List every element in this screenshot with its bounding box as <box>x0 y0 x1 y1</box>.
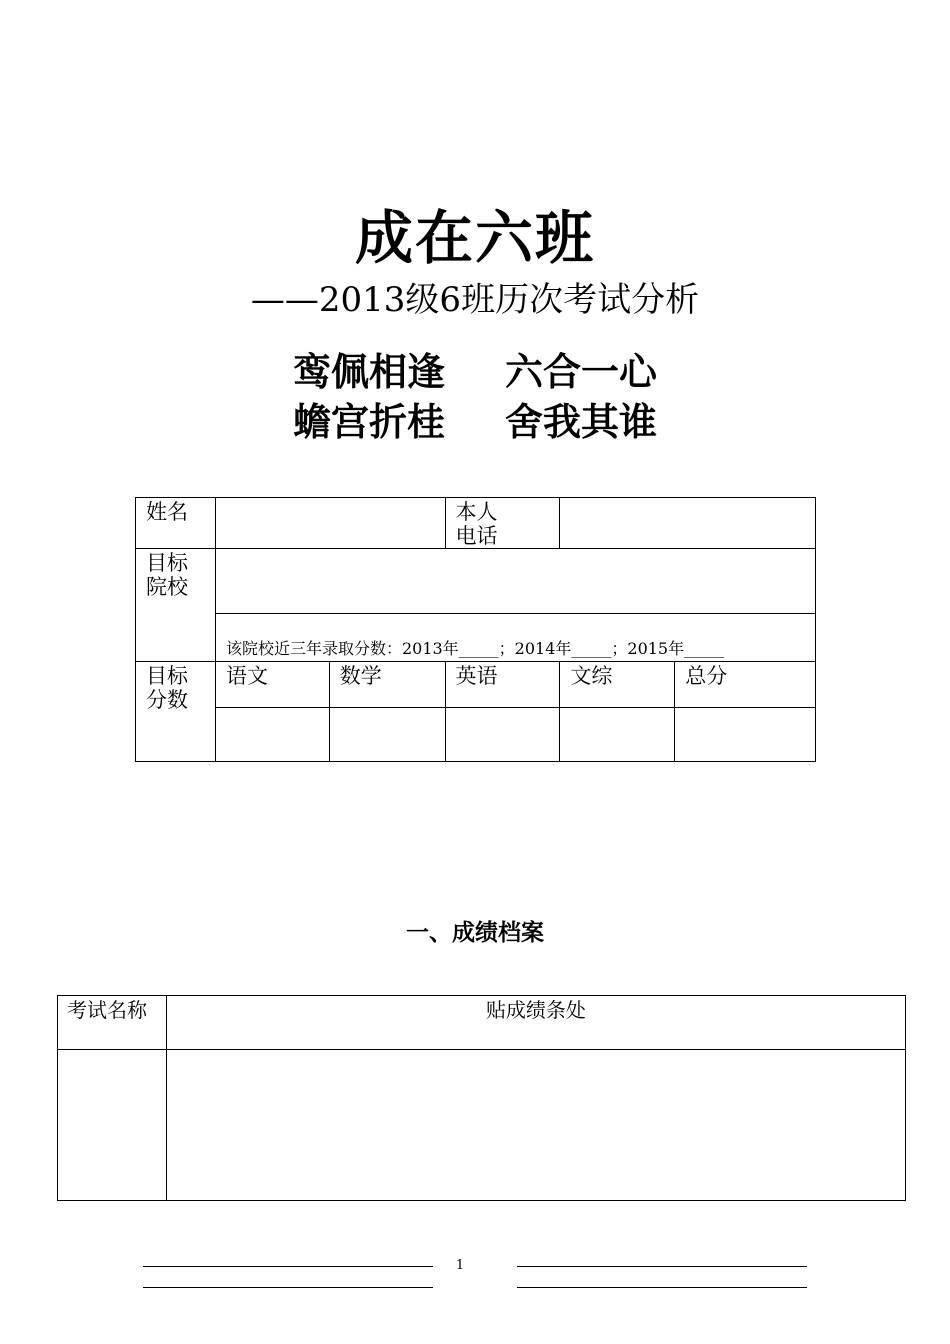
document-title: 成在六班 <box>354 204 595 272</box>
score-field-english[interactable] <box>445 708 560 762</box>
motto-line-2 <box>0 398 950 446</box>
subject-liberal-arts: 文综 <box>560 662 675 708</box>
name-label: 姓名 <box>146 500 188 524</box>
footer-rule <box>517 1266 807 1267</box>
target-school-field[interactable] <box>215 549 815 614</box>
subject-math: 数学 <box>329 662 445 708</box>
document-subtitle: ——2013级6班历次考试分析 <box>250 280 700 320</box>
student-info-table <box>135 497 816 762</box>
footer-rule <box>517 1287 807 1288</box>
score-field-chinese[interactable] <box>215 708 329 762</box>
subject-chinese: 语文 <box>215 662 329 708</box>
exam-name-field[interactable] <box>58 1050 167 1201</box>
footer-rule <box>143 1287 433 1288</box>
name-field[interactable] <box>215 498 445 549</box>
subject-english: 英语 <box>445 662 560 708</box>
page-number: 1 <box>455 1258 465 1273</box>
phone-label-cell <box>445 498 560 549</box>
exam-name-header: 考试名称 <box>58 996 167 1050</box>
phone-label: 本人电话 <box>455 500 498 548</box>
paste-score-strip-header: 贴成绩条处 <box>166 996 905 1050</box>
motto-phrase: 蟾宫折桂 <box>292 399 445 444</box>
section-heading: 一、成绩档案 <box>406 920 544 946</box>
score-record-table <box>57 995 906 1201</box>
admission-scores-note: 该院校近三年录取分数：2013年_____；2014年_____；2015年_____ <box>215 614 815 662</box>
target-score-label: 目标分数 <box>146 664 188 712</box>
target-school-label-cell <box>136 549 216 662</box>
score-strip-area[interactable] <box>166 1050 905 1201</box>
motto-line-1 <box>0 348 950 396</box>
motto-phrase: 鸾佩相逢 <box>292 349 445 394</box>
score-field-total[interactable] <box>675 708 816 762</box>
footer-rule <box>143 1266 433 1267</box>
target-school-label: 目标院校 <box>146 551 188 599</box>
phone-field[interactable] <box>560 498 816 549</box>
motto-phrase: 六合一心 <box>505 349 658 394</box>
score-field-math[interactable] <box>329 708 445 762</box>
target-score-label-cell <box>136 662 216 762</box>
motto-phrase: 舍我其谁 <box>505 399 658 444</box>
subject-total: 总分 <box>675 662 816 708</box>
score-field-liberal-arts[interactable] <box>560 708 675 762</box>
name-label-cell <box>136 498 216 549</box>
